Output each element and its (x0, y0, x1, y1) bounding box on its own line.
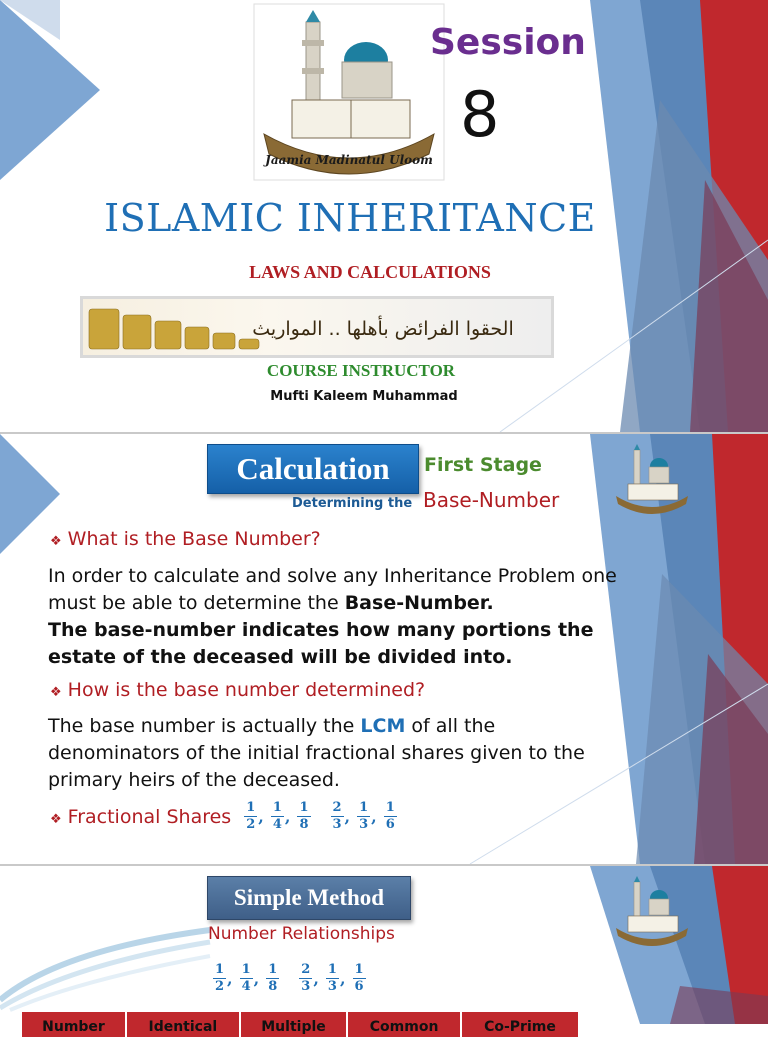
base-number-label: Base-Number (423, 488, 560, 512)
wave-decoration-icon (0, 910, 210, 1010)
question-determined: ❖ How is the base number determined? (50, 679, 426, 701)
question-base-number: ❖ What is the Base Number? (50, 528, 321, 550)
fraction: $\frac{1}{2}$ (215, 962, 225, 994)
fractional-shares-label: Fractional Shares (67, 805, 232, 828)
fraction: $\frac{1}{2}$ (246, 800, 256, 832)
inheritance-banner (80, 296, 554, 358)
base-number-slide (0, 434, 768, 864)
number-relationships-label: Number Relationships (208, 924, 395, 944)
title-slide (0, 0, 768, 432)
fraction: $\frac{1}{3}$ (359, 800, 369, 832)
number-relationships-table (20, 1010, 580, 1039)
header-identical: Identical (126, 1011, 240, 1038)
mosque-logo-icon (254, 4, 444, 180)
determining-label: Determining the (292, 496, 413, 511)
lcm-explanation: The base number is actually the LCM of all the denominators of the initial fractional shares given to the primary heirs of the deceased. (48, 715, 585, 791)
session-number: 8 (460, 78, 500, 151)
diamond-bullet-icon: ❖ (50, 534, 62, 549)
header-multiple: Multiple (240, 1011, 348, 1038)
school-logo (254, 4, 444, 180)
svg-text:Jaamia Madinatul Uloom: Jaamia Madinatul Uloom (265, 153, 433, 167)
svg-text:الحقوا الفرائض بأهلها .. الموا: الحقوا الفرائض بأهلها .. المواريث (252, 318, 514, 340)
presentation-title: ISLAMIC INHERITANCE (104, 196, 596, 240)
table-header-row (21, 1011, 579, 1038)
fractional-shares-row: ❖ Fractional Shares $\frac{1}{2}$ , $\frac{1}{4}$ , $\frac{1}{8}$ $\frac{2}{3}$ , $\frac{1}{3}$ , $\frac{1}{6}$ (50, 800, 395, 832)
presentation-subtitle: LAWS AND CALCULATIONS (249, 262, 491, 282)
simple-method-slide (0, 866, 768, 1035)
fraction: $\frac{1}{6}$ (385, 800, 395, 832)
simple-method-heading: Simple Method (207, 876, 411, 920)
header-number: Number (21, 1011, 126, 1038)
fractions-row: $\frac{1}{2}$ , $\frac{1}{4}$ , $\frac{1}{8}$ $\frac{2}{3}$ , $\frac{1}{3}$ , $\frac{1}{6}$ (215, 962, 364, 994)
instructor-label: COURSE INSTRUCTOR (266, 361, 456, 380)
fraction: $\frac{1}{8}$ (268, 962, 278, 994)
fraction: $\frac{2}{3}$ (332, 800, 342, 832)
base-number-explanation: In order to calculate and solve any Inheritance Problem one must be able to determine the Base-Number. The base-number indicates how many portions the estate of the deceased will be divided into. (48, 565, 617, 668)
header-common: Common (347, 1011, 461, 1038)
session-label: Session (430, 22, 586, 63)
fraction: $\frac{1}{4}$ (241, 962, 251, 994)
fraction: $\frac{1}{4}$ (272, 800, 282, 832)
mosque-logo-icon (612, 874, 692, 948)
school-logo-small (612, 874, 692, 948)
first-stage-label: First Stage (424, 454, 542, 476)
fraction: $\frac{1}{6}$ (354, 962, 364, 994)
fraction: $\frac{2}{3}$ (301, 962, 311, 994)
header-co-prime: Co-Prime (461, 1011, 579, 1038)
diamond-bullet-icon: ❖ (50, 685, 62, 700)
mosque-logo-icon (612, 442, 692, 516)
calculation-heading: Calculation (207, 444, 419, 494)
fraction: $\frac{1}{8}$ (299, 800, 309, 832)
fraction: $\frac{1}{3}$ (327, 962, 337, 994)
coin-stacks-icon (83, 299, 551, 355)
school-logo-small (612, 442, 692, 516)
diamond-bullet-icon: ❖ (50, 811, 62, 827)
instructor-name: Mufti Kaleem Muhammad (270, 389, 458, 404)
